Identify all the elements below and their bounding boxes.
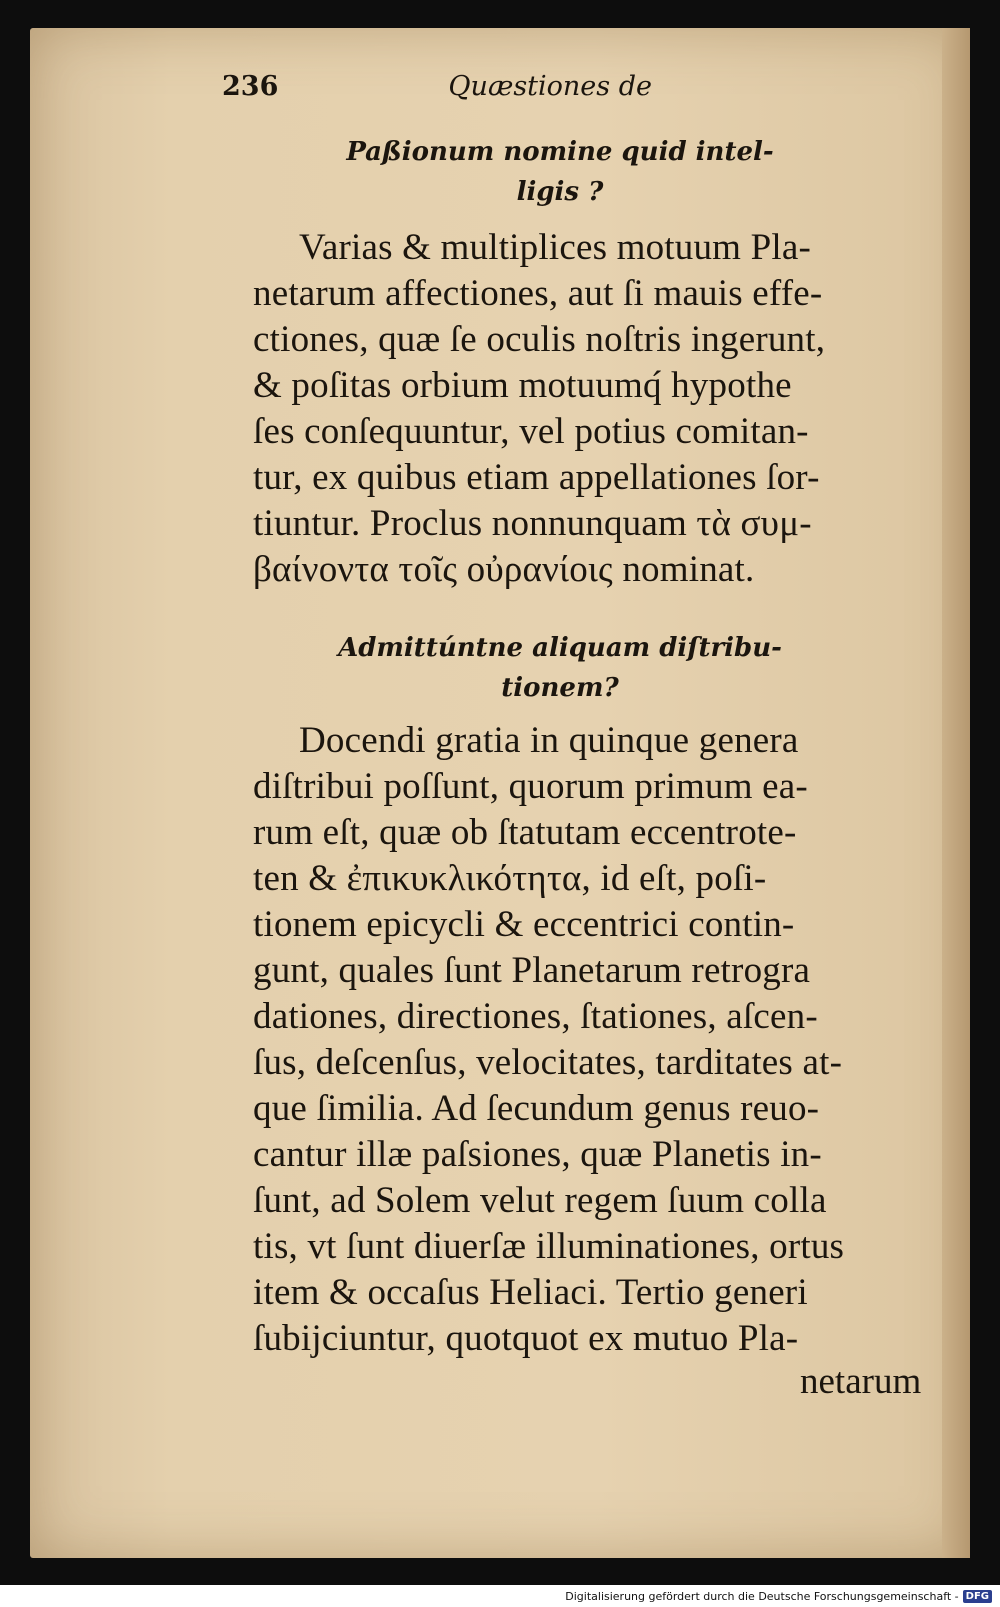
question-heading-2 bbox=[300, 628, 820, 708]
heading-line: Paßionum nomine quid intel- bbox=[346, 137, 774, 167]
text-line: ſunt, ad Solem velut regem ſuum colla bbox=[253, 1180, 827, 1221]
catchword: netarum bbox=[800, 1361, 922, 1402]
text-line: cantur illæ paſsiones, quæ Planetis in- bbox=[253, 1134, 822, 1175]
text-line: tur, ex quibus etiam appellationes ſor- bbox=[253, 457, 820, 498]
paragraph-2 bbox=[253, 718, 928, 1362]
page-number: 236 bbox=[222, 70, 279, 102]
dfg-logo: DFG bbox=[963, 1590, 992, 1603]
text-line: tis, vt ſunt diuerſæ illuminationes, ortus bbox=[253, 1226, 845, 1267]
text-line: ten & ἐπικυκλικότητα, id eſt, poſi- bbox=[253, 858, 767, 899]
text-line: gunt, quales ſunt Planetarum retrogra bbox=[253, 950, 811, 991]
text-line: item & occaſus Heliaci. Tertio generi bbox=[253, 1272, 808, 1313]
text-line: tiuntur. Proclus nonnunquam τὰ συμ- bbox=[253, 503, 812, 544]
text-line: ſes conſequuntur, vel potius comitan- bbox=[253, 411, 809, 452]
text-line: que ſimilia. Ad ſecundum genus reuo- bbox=[253, 1088, 820, 1129]
heading-line: tionem? bbox=[501, 673, 619, 703]
text-line: tionem epicycli & eccentrici contin- bbox=[253, 904, 795, 945]
text-line: Docendi gratia in quinque genera bbox=[299, 720, 799, 761]
text-line: & poſitas orbium motuumq́ hypothe bbox=[253, 365, 792, 406]
text-line: ſubijciuntur, quotquot ex mutuo Pla- bbox=[253, 1318, 799, 1359]
text-line: netarum affectiones, aut ſi mauis effe- bbox=[253, 273, 823, 314]
running-title: Quæstiones de bbox=[448, 70, 652, 102]
text-line: rum eſt, quæ ob ſtatutam eccentrote- bbox=[253, 812, 797, 853]
footer-text: Digitalisierung gefördert durch die Deutsche Forschungsgemeinschaft - bbox=[565, 1589, 959, 1603]
page-edge bbox=[942, 28, 970, 1558]
text-line: dationes, directiones, ſtationes, aſcen- bbox=[253, 996, 818, 1037]
paragraph-1 bbox=[253, 225, 928, 593]
text-line: ſus, deſcenſus, velocitates, tarditates at- bbox=[253, 1042, 843, 1083]
digitization-footer bbox=[0, 1585, 1000, 1607]
running-head bbox=[222, 60, 782, 112]
text-line: βαίνοντα τοῖς οὐρανίοις nominat. bbox=[253, 549, 755, 590]
question-heading-1 bbox=[300, 132, 820, 212]
heading-line: ligis ? bbox=[516, 177, 604, 207]
heading-line: Admittúntne aliquam diſtribu- bbox=[338, 633, 782, 663]
text-line: diſtribui poſſunt, quorum primum ea- bbox=[253, 766, 808, 807]
text-line: Varias & multiplices motuum Pla- bbox=[299, 227, 812, 268]
text-line: ctiones, quæ ſe oculis noſtris ingerunt, bbox=[253, 319, 826, 360]
